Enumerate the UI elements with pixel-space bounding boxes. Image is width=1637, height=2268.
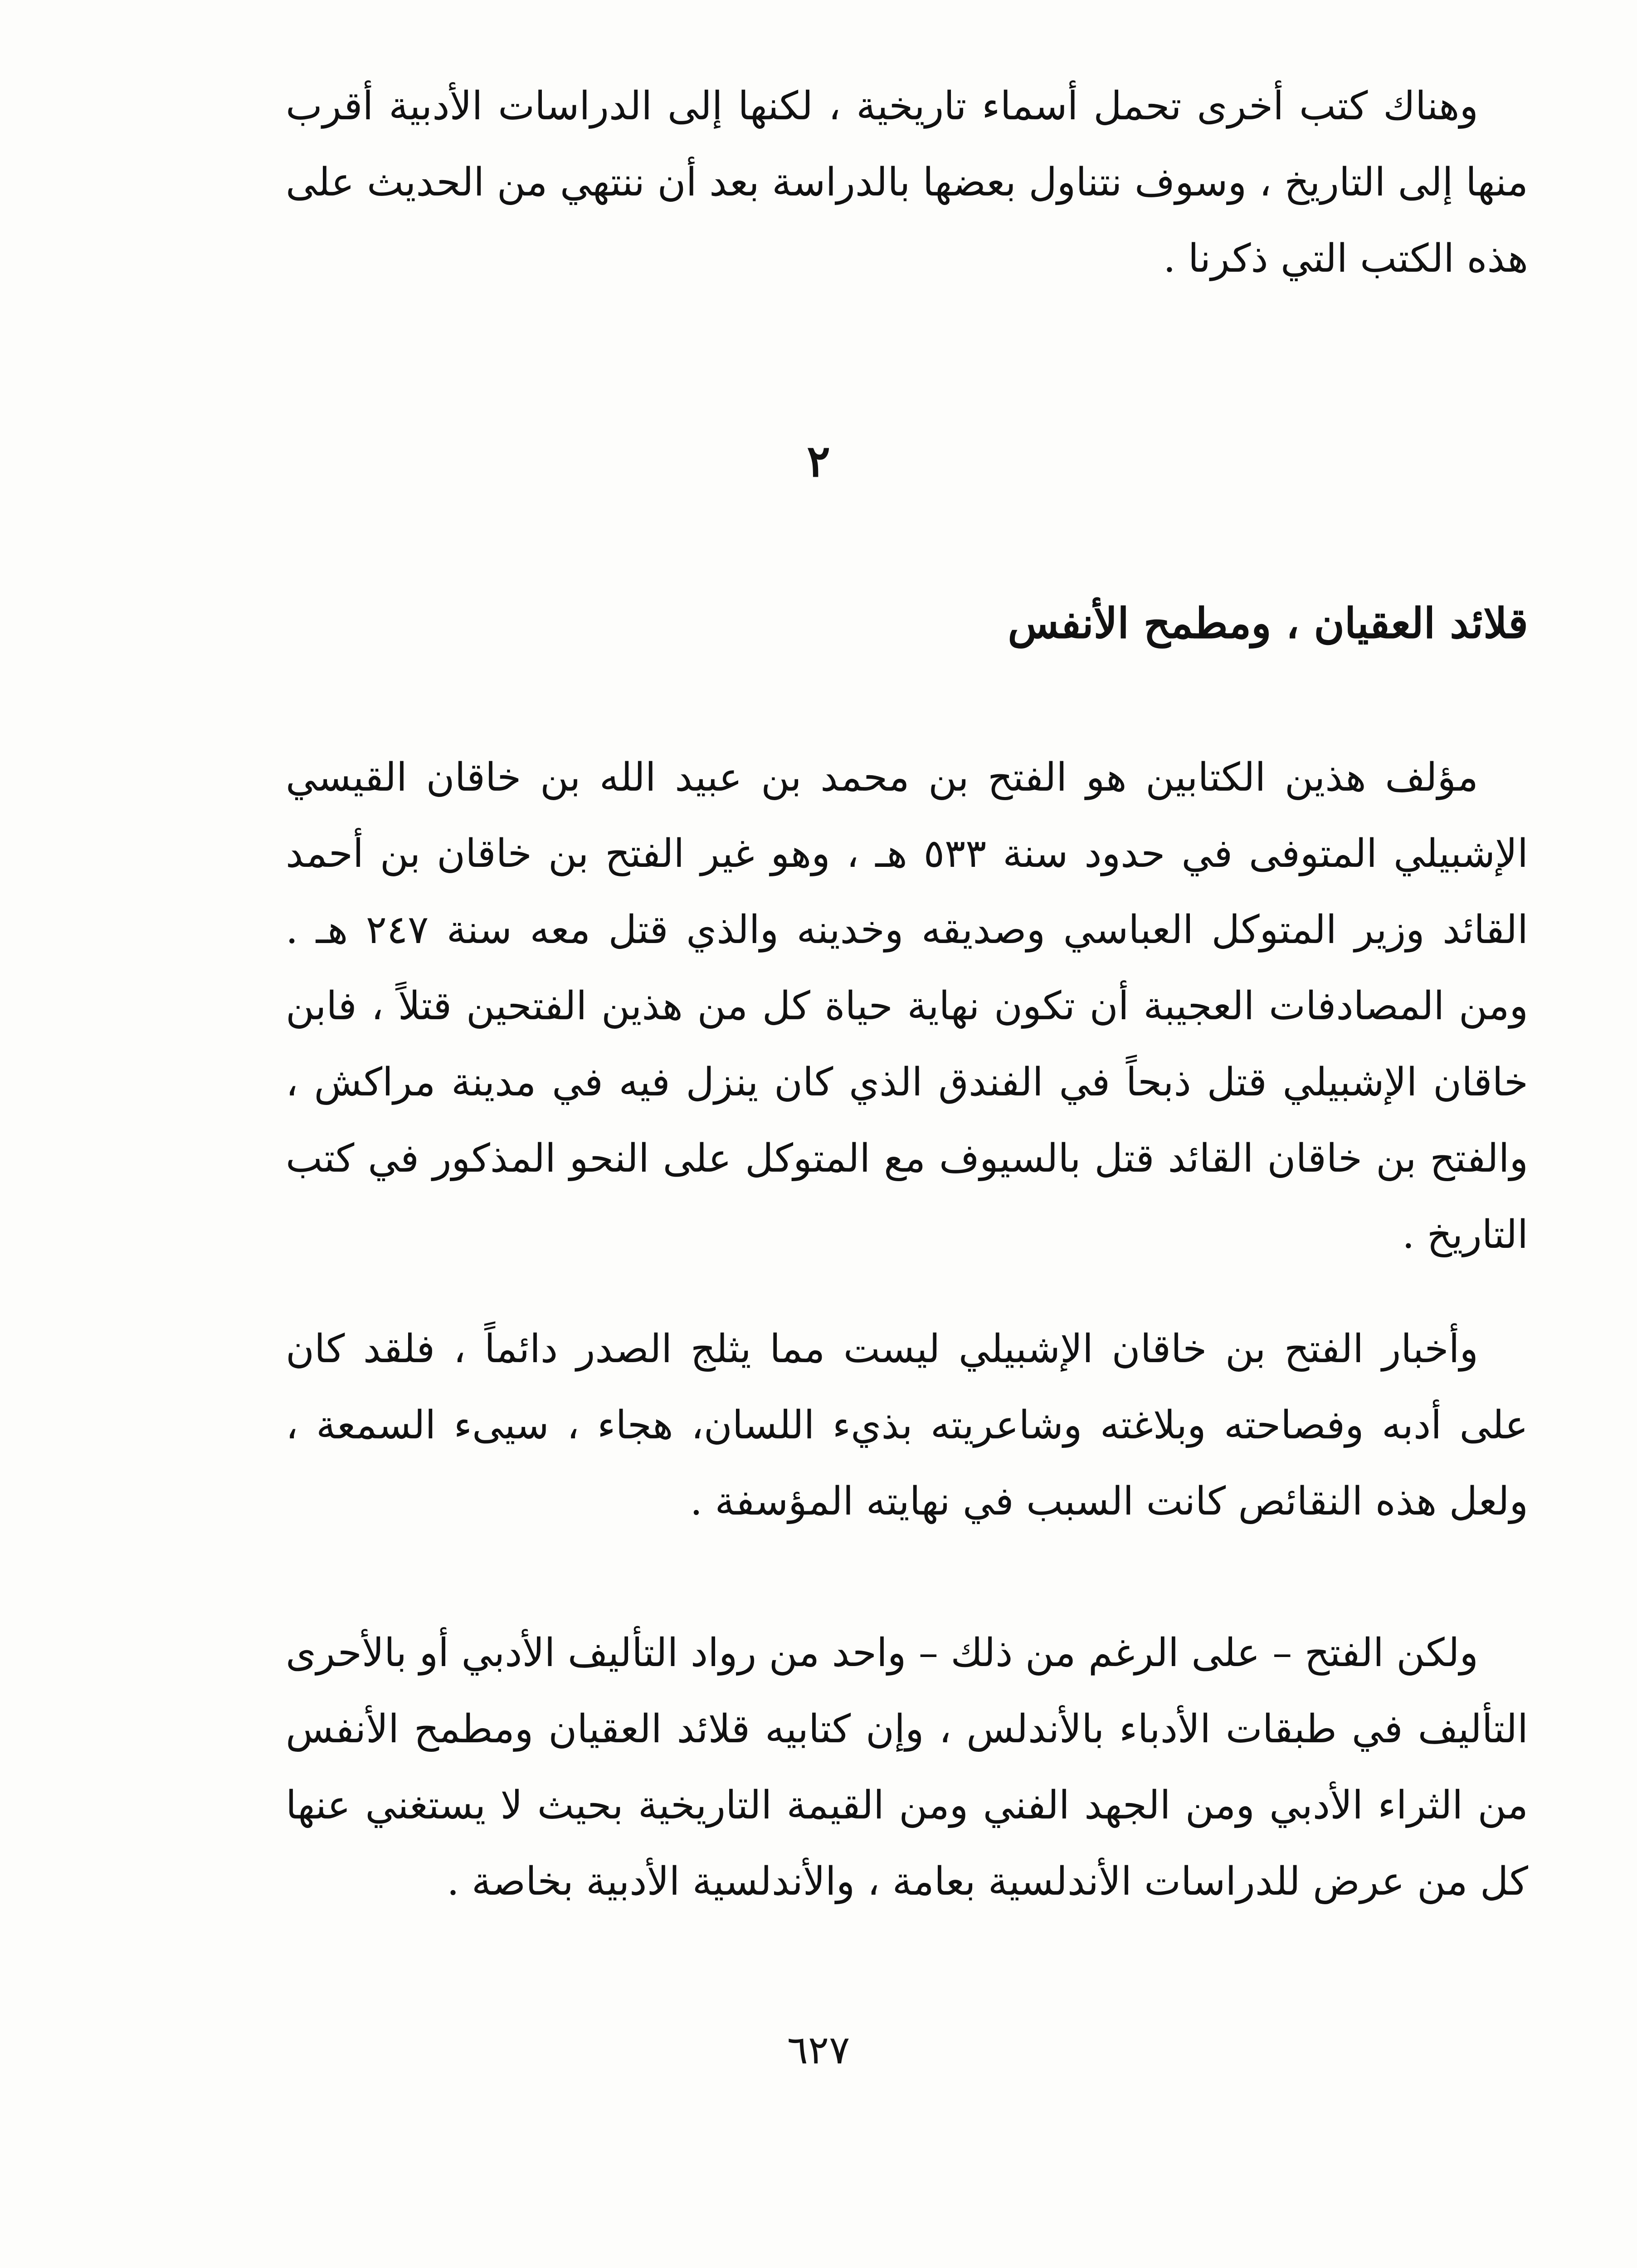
section-heading: قلائد العقيان ، ومطمح الأنفس bbox=[1008, 599, 1528, 648]
body-paragraph-block-2 bbox=[286, 1311, 1528, 1540]
intro-paragraph: وهناك كتب أخرى تحمل أسماء تاريخية ، لكنها إلى الدراسات الأدبية أقرب منها إلى التاريخ ، وسوف نتناول بعضها بالدراسة بعد أن ننتهي من الحديث على هذه الكتب التي ذكرنا . bbox=[286, 83, 1528, 281]
intro-paragraph-block bbox=[286, 68, 1528, 297]
page-number: ٦٢٧ bbox=[787, 2028, 850, 2073]
body-paragraph: وأخبار الفتح بن خاقان الإشبيلي ليست مما يثلج الصدر دائماً ، فلقد كان على أدبه وفصاحته وبلاغته وشاعريته بذيء اللسان، هجاء ، سيىء السمعة ، ولعل هذه النقائص كانت السبب في نهايته المؤسفة . bbox=[286, 1326, 1528, 1524]
body-paragraph-block-1 bbox=[286, 739, 1528, 1273]
body-paragraph: مؤلف هذين الكتابين هو الفتح بن محمد بن عبيد الله بن خاقان القيسي الإشبيلي المتوفى في حدود سنة ٥٣٣ هـ ، وهو غير الفتح بن خاقان بن أحمد القائد وزير المتوكل العباسي وصديقه وخدينه والذي قتل معه سنة ٢٤٧ هـ . ومن المصادفات العجيبة أن تكون نهاية حياة كل من هذين الفتحين قتلاً ، فابن خاقان الإشبيلي قتل ذبحاً في الفندق الذي كان ينزل فيه في مدينة مراكش ، والفتح بن خاقان القائد قتل بالسيوف مع المتوكل على النحو المذكور في كتب التاريخ . bbox=[286, 755, 1528, 1257]
body-paragraph: ولكن الفتح – على الرغم من ذلك – واحد من رواد التأليف الأدبي أو بالأحرى التأليف في طبقات الأدباء بالأندلس ، وإن كتابيه قلائد العقيان ومطمح الأنفس من الثراء الأدبي ومن الجهد الفني ومن القيمة التاريخية بحيث لا يستغني عنها كل من عرض للدراسات الأندلسية بعامة ، والأندلسية الأدبية بخاصة . bbox=[286, 1630, 1528, 1904]
body-paragraph-block-3 bbox=[286, 1615, 1528, 1920]
section-number: ٢ bbox=[807, 435, 830, 487]
